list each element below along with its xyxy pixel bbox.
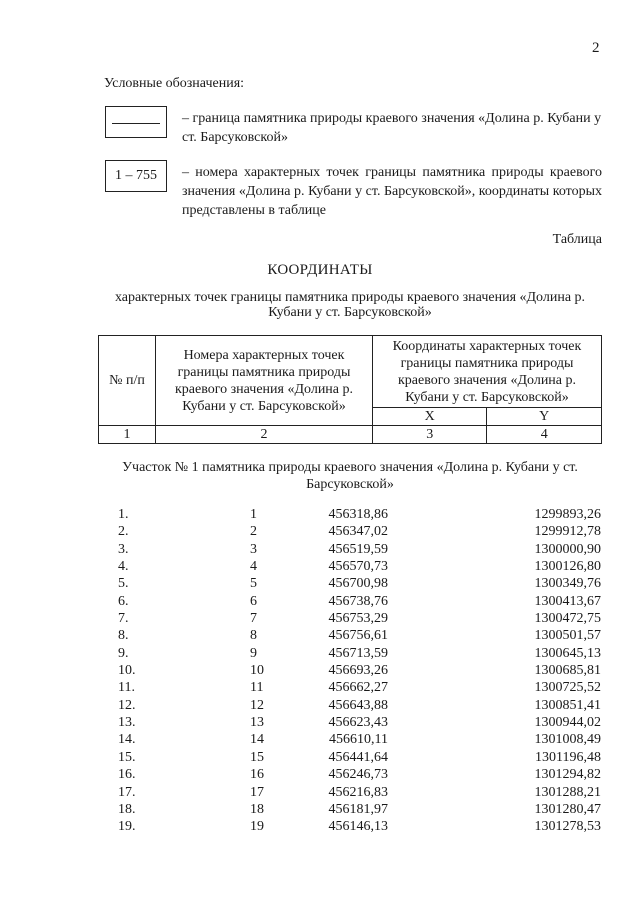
table-row (0, 714, 640, 731)
coord-y: 1300944,02 (534, 715, 601, 731)
point-number: 7 (250, 611, 257, 627)
legend-title: Условные обозначения: (104, 76, 245, 91)
row-number: 3. (118, 541, 129, 557)
boundary-legend-symbol (105, 106, 167, 138)
header-index-cell: 4 (487, 426, 602, 444)
point-number: 9 (250, 645, 257, 661)
page-number: 2 (592, 40, 600, 56)
point-number: 11 (250, 680, 264, 696)
point-number: 16 (250, 767, 264, 783)
table-caption: Таблица (552, 232, 602, 247)
table-row (0, 593, 640, 610)
header-num-cell: № п/п (99, 336, 156, 426)
coord-x: 456216,83 (328, 784, 388, 800)
row-number: 9. (118, 645, 129, 661)
table-row (0, 523, 640, 540)
row-number: 5. (118, 576, 129, 592)
document-subtitle: характерных точек границы памятника природы краевого значения «Долина р. Кубани у ст. Барсуковской» (114, 290, 586, 320)
header-index-cell: 1 (99, 426, 156, 444)
point-number: 15 (250, 749, 264, 765)
coord-x: 456347,02 (328, 524, 388, 540)
point-number: 10 (250, 663, 264, 679)
coord-x: 456713,59 (328, 645, 388, 661)
row-number: 10. (118, 663, 136, 679)
coord-x: 456181,97 (328, 801, 388, 817)
coord-y: 1301196,48 (535, 749, 601, 765)
row-number: 15. (118, 749, 136, 765)
coord-x: 456146,13 (328, 819, 388, 835)
coordinates-table-header (98, 335, 602, 444)
table-row (0, 575, 640, 592)
coord-x: 456441,64 (328, 749, 388, 765)
table-row (0, 801, 640, 818)
table-row (0, 645, 640, 662)
point-number: 19 (250, 819, 264, 835)
coord-y: 1300725,52 (534, 680, 601, 696)
coord-x: 456246,73 (328, 767, 388, 783)
boundary-line-icon (112, 123, 160, 124)
coord-x: 456693,26 (328, 663, 388, 679)
table-row (0, 662, 640, 679)
coordinates-list (0, 506, 640, 836)
section-title: Участок № 1 памятника природы краевого значения «Долина р. Кубани у ст. Барсуковской» (122, 460, 578, 492)
header-coords-cell: Координаты характерных точек границы памятника природы краевого значения «Долина р. Кубани у ст. Барсуковской» (373, 336, 602, 408)
point-number: 4 (250, 559, 257, 575)
row-number: 6. (118, 593, 129, 609)
row-number: 4. (118, 559, 129, 575)
coord-x: 456756,61 (328, 628, 388, 644)
coord-y: 1300501,57 (534, 628, 601, 644)
coord-y: 1299912,78 (534, 524, 601, 540)
coord-y: 1300851,41 (534, 697, 601, 713)
header-points-cell: Номера характерных точек границы памятника природы краевого значения «Долина р. Кубани у ст. Барсуковской» (156, 336, 373, 426)
row-number: 2. (118, 524, 129, 540)
point-number: 14 (250, 732, 264, 748)
point-number: 6 (250, 593, 257, 609)
coord-x: 456519,59 (328, 541, 388, 557)
coord-y: 1300645,13 (534, 645, 601, 661)
row-number: 13. (118, 715, 136, 731)
coord-y: 1301280,47 (534, 801, 601, 817)
header-index-cell: 3 (373, 426, 487, 444)
coord-x: 456570,73 (328, 559, 388, 575)
row-number: 12. (118, 697, 136, 713)
table-row (0, 731, 640, 748)
coord-x: 456662,27 (328, 680, 388, 696)
table-row (0, 679, 640, 696)
table-row (0, 610, 640, 627)
point-number: 2 (250, 524, 257, 540)
table-row (0, 541, 640, 558)
row-number: 14. (118, 732, 136, 748)
coord-x: 456643,88 (328, 697, 388, 713)
row-number: 18. (118, 801, 136, 817)
coord-y: 1300126,80 (534, 559, 601, 575)
table-row (0, 766, 640, 783)
coord-y: 1301294,82 (534, 767, 601, 783)
coord-y: 1300349,76 (534, 576, 601, 592)
point-number: 5 (250, 576, 257, 592)
coord-y: 1300685,81 (534, 663, 601, 679)
table-row (0, 697, 640, 714)
coord-y: 1301288,21 (534, 784, 601, 800)
row-number: 7. (118, 611, 129, 627)
coord-x: 456623,43 (328, 715, 388, 731)
coord-y: 1300000,90 (534, 541, 601, 557)
point-number: 3 (250, 541, 257, 557)
table-row (0, 784, 640, 801)
table-row (0, 749, 640, 766)
coord-x: 456318,86 (328, 507, 388, 522)
points-legend-text: – номера характерных точек границы памятника природы краевого значения «Долина р. Кубани у ст. Барсуковской», координаты которых представлены в таблице (182, 165, 602, 218)
row-number: 17. (118, 784, 136, 800)
row-number: 19. (118, 819, 136, 835)
point-number: 17 (250, 784, 264, 800)
row-number: 8. (118, 628, 129, 644)
table-row (0, 506, 640, 523)
coord-y: 1299893,26 (534, 507, 601, 522)
boundary-legend-text: – граница памятника природы краевого значения «Долина р. Кубани у ст. Барсуковской» (182, 111, 602, 145)
coord-y: 1300413,67 (534, 593, 601, 609)
coord-x: 456610,11 (329, 732, 388, 748)
coord-x: 456753,29 (328, 611, 388, 627)
table-row (0, 818, 640, 835)
table-row (0, 558, 640, 575)
coord-y: 1301008,49 (534, 732, 601, 748)
document-title: КООРДИНАТЫ (267, 262, 373, 278)
point-number: 1 (250, 507, 257, 522)
coord-x: 456700,98 (328, 576, 388, 592)
coord-y: 1301278,53 (534, 819, 601, 835)
header-x-cell: X (373, 408, 487, 426)
points-legend-symbol: 1 – 755 (105, 160, 167, 192)
coord-y: 1300472,75 (534, 611, 601, 627)
row-number: 16. (118, 767, 136, 783)
row-number: 1. (118, 507, 129, 522)
point-number: 12 (250, 697, 264, 713)
header-index-cell: 2 (156, 426, 373, 444)
table-row (0, 627, 640, 644)
row-number: 11. (118, 680, 135, 696)
header-y-cell: Y (487, 408, 602, 426)
coord-x: 456738,76 (328, 593, 388, 609)
point-number: 8 (250, 628, 257, 644)
point-number: 18 (250, 801, 264, 817)
point-number: 13 (250, 715, 264, 731)
